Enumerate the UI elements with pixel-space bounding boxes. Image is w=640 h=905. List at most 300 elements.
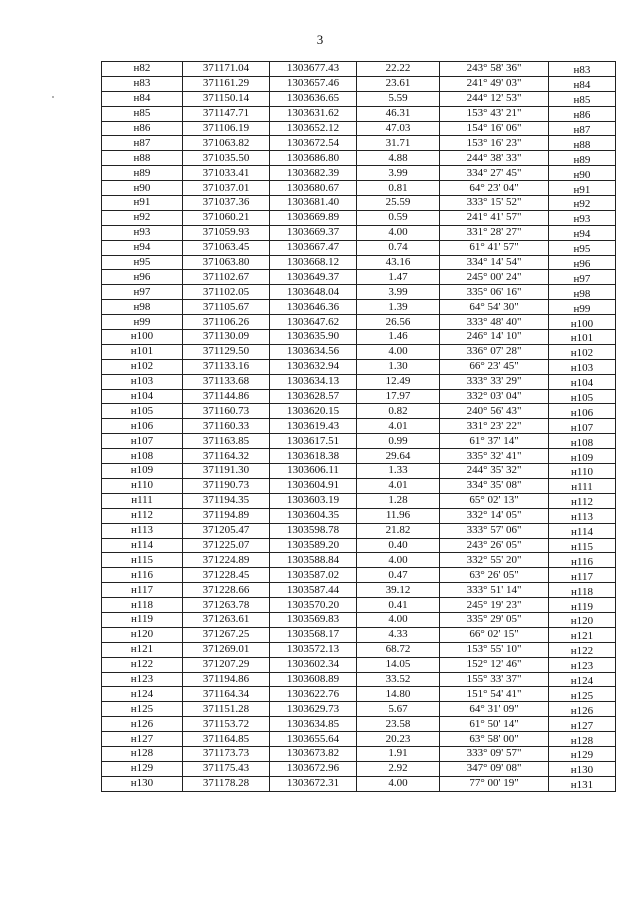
distance-cell: 43.16 xyxy=(357,255,440,270)
point-from-cell: н113 xyxy=(102,523,183,538)
coordinate-x-cell: 371102.67 xyxy=(183,270,270,285)
coordinate-x-cell: 371171.04 xyxy=(183,62,270,77)
point-to-cell xyxy=(549,464,616,479)
coordinate-y-cell: 1303570.20 xyxy=(270,598,357,613)
distance-cell: 23.61 xyxy=(357,76,440,91)
table-row xyxy=(102,538,616,553)
point-to-label: н95 xyxy=(573,243,591,256)
distance-cell: 4.01 xyxy=(357,478,440,493)
table-row xyxy=(102,255,616,270)
point-to-label: н123 xyxy=(570,660,594,673)
coordinate-y-cell: 1303618.38 xyxy=(270,449,357,464)
point-to-label: н121 xyxy=(570,630,594,643)
point-from-cell: н82 xyxy=(102,62,183,77)
point-from-cell: н119 xyxy=(102,612,183,627)
coordinate-y-cell: 1303619.43 xyxy=(270,419,357,434)
distance-cell: 31.71 xyxy=(357,136,440,151)
distance-cell: 20.23 xyxy=(357,732,440,747)
point-to-label: н103 xyxy=(570,362,594,375)
point-to-cell xyxy=(549,657,616,672)
coordinate-y-cell: 1303632.94 xyxy=(270,359,357,374)
point-to-label: н98 xyxy=(573,287,591,300)
distance-cell: 21.82 xyxy=(357,523,440,538)
point-from-cell: н94 xyxy=(102,240,183,255)
point-from-cell: н118 xyxy=(102,598,183,613)
distance-cell: 0.41 xyxy=(357,598,440,613)
point-from-cell: н96 xyxy=(102,270,183,285)
direction-angle-cell: 155° 33' 37" xyxy=(440,672,549,687)
coordinate-x-cell: 371175.43 xyxy=(183,761,270,776)
point-from-cell: н125 xyxy=(102,702,183,717)
point-to-label: н127 xyxy=(570,719,594,732)
table-row xyxy=(102,523,616,538)
coordinate-y-cell: 1303587.02 xyxy=(270,568,357,583)
point-to-cell xyxy=(549,121,616,136)
point-to-label: н107 xyxy=(570,421,594,434)
direction-angle-cell: 154° 16' 06" xyxy=(440,121,549,136)
distance-cell: 1.91 xyxy=(357,746,440,761)
point-from-cell: н98 xyxy=(102,300,183,315)
coordinate-x-cell: 371133.68 xyxy=(183,374,270,389)
point-to-cell xyxy=(549,91,616,106)
point-from-cell: н106 xyxy=(102,419,183,434)
direction-angle-cell: 243° 26' 05" xyxy=(440,538,549,553)
point-to-cell xyxy=(549,76,616,91)
coordinate-x-cell: 371102.05 xyxy=(183,285,270,300)
point-to-label: н102 xyxy=(570,347,594,360)
point-to-label: н115 xyxy=(571,540,593,553)
coordinate-y-cell: 1303629.73 xyxy=(270,702,357,717)
coordinate-x-cell: 371228.66 xyxy=(183,583,270,598)
coordinate-x-cell: 371151.28 xyxy=(183,702,270,717)
distance-cell: 4.01 xyxy=(357,419,440,434)
point-to-cell xyxy=(549,553,616,568)
point-to-cell xyxy=(549,434,616,449)
table-row xyxy=(102,315,616,330)
distance-cell: 17.97 xyxy=(357,389,440,404)
point-from-cell: н104 xyxy=(102,389,183,404)
point-to-label: н122 xyxy=(570,645,594,658)
point-to-cell xyxy=(549,300,616,315)
point-to-cell xyxy=(549,702,616,717)
table-row xyxy=(102,687,616,702)
point-from-cell: н108 xyxy=(102,449,183,464)
direction-angle-cell: 334° 35' 08" xyxy=(440,478,549,493)
distance-cell: 3.99 xyxy=(357,285,440,300)
boundary-points-table xyxy=(101,61,616,792)
point-to-label: н108 xyxy=(570,436,594,449)
direction-angle-cell: 64° 23' 04" xyxy=(440,181,549,196)
coordinate-y-cell: 1303608.89 xyxy=(270,672,357,687)
direction-angle-cell: 245° 00' 24" xyxy=(440,270,549,285)
coordinate-y-cell: 1303677.43 xyxy=(270,62,357,77)
direction-angle-cell: 240° 56' 43" xyxy=(440,404,549,419)
coordinate-y-cell: 1303572.13 xyxy=(270,642,357,657)
distance-cell: 23.58 xyxy=(357,717,440,732)
point-to-cell xyxy=(549,210,616,225)
coordinate-x-cell: 371147.71 xyxy=(183,106,270,121)
coordinate-x-cell: 371059.93 xyxy=(183,225,270,240)
coordinate-x-cell: 371164.32 xyxy=(183,449,270,464)
table-row xyxy=(102,702,616,717)
coordinate-x-cell: 371037.36 xyxy=(183,196,270,211)
point-to-label: н106 xyxy=(570,406,594,419)
coordinate-y-cell: 1303680.67 xyxy=(270,181,357,196)
coordinate-x-cell: 371163.85 xyxy=(183,434,270,449)
coordinate-y-cell: 1303652.12 xyxy=(270,121,357,136)
coordinate-x-cell: 371207.29 xyxy=(183,657,270,672)
direction-angle-cell: 65° 02' 13" xyxy=(440,493,549,508)
coordinate-x-cell: 371063.82 xyxy=(183,136,270,151)
direction-angle-cell: 335° 32' 41" xyxy=(440,449,549,464)
coordinate-y-cell: 1303604.91 xyxy=(270,478,357,493)
point-from-cell: н110 xyxy=(102,478,183,493)
direction-angle-cell: 63° 58' 00" xyxy=(440,732,549,747)
coordinate-x-cell: 371035.50 xyxy=(183,151,270,166)
point-to-label: н94 xyxy=(573,228,591,241)
point-from-cell: н120 xyxy=(102,627,183,642)
page-number: 3 xyxy=(316,32,324,47)
coordinate-x-cell: 371150.14 xyxy=(183,91,270,106)
point-from-cell: н90 xyxy=(102,181,183,196)
point-to-cell xyxy=(549,330,616,345)
point-to-label: н117 xyxy=(571,570,593,583)
direction-angle-cell: 246° 14' 10" xyxy=(440,330,549,345)
point-to-label: н116 xyxy=(571,555,593,568)
coordinate-y-cell: 1303668.12 xyxy=(270,255,357,270)
coordinate-x-cell: 371130.09 xyxy=(183,330,270,345)
point-to-label: н101 xyxy=(570,332,594,345)
table-row xyxy=(102,240,616,255)
direction-angle-cell: 244° 38' 33" xyxy=(440,151,549,166)
direction-angle-cell: 153° 43' 21" xyxy=(440,106,549,121)
direction-angle-cell: 61° 41' 57" xyxy=(440,240,549,255)
direction-angle-cell: 153° 55' 10" xyxy=(440,642,549,657)
coordinate-x-cell: 371160.33 xyxy=(183,419,270,434)
distance-cell: 14.80 xyxy=(357,687,440,702)
coordinate-x-cell: 371133.16 xyxy=(183,359,270,374)
coordinate-x-cell: 371063.80 xyxy=(183,255,270,270)
table-row xyxy=(102,151,616,166)
table-row xyxy=(102,642,616,657)
point-to-cell xyxy=(549,672,616,687)
coordinate-y-cell: 1303667.47 xyxy=(270,240,357,255)
distance-cell: 68.72 xyxy=(357,642,440,657)
coordinate-y-cell: 1303669.89 xyxy=(270,210,357,225)
point-to-label: н83 xyxy=(573,64,591,77)
coordinate-x-cell: 371060.21 xyxy=(183,210,270,225)
point-from-cell: н130 xyxy=(102,776,183,791)
point-to-label: н118 xyxy=(571,585,593,598)
point-to-cell xyxy=(549,404,616,419)
point-to-cell xyxy=(549,732,616,747)
point-to-cell xyxy=(549,478,616,493)
distance-cell: 1.33 xyxy=(357,464,440,479)
table-row xyxy=(102,270,616,285)
coordinate-y-cell: 1303631.62 xyxy=(270,106,357,121)
point-to-label: н114 xyxy=(571,526,593,538)
point-to-cell xyxy=(549,389,616,404)
distance-cell: 5.67 xyxy=(357,702,440,717)
point-to-cell xyxy=(549,151,616,166)
coordinate-x-cell: 371160.73 xyxy=(183,404,270,419)
coordinate-y-cell: 1303672.31 xyxy=(270,776,357,791)
direction-angle-cell: 333° 09' 57" xyxy=(440,746,549,761)
point-to-label: н90 xyxy=(573,168,591,181)
distance-cell: 0.81 xyxy=(357,181,440,196)
distance-cell: 5.59 xyxy=(357,91,440,106)
table-row xyxy=(102,553,616,568)
point-from-cell: н93 xyxy=(102,225,183,240)
coordinate-x-cell: 371033.41 xyxy=(183,166,270,181)
coordinate-x-cell: 371194.89 xyxy=(183,508,270,523)
distance-cell: 4.00 xyxy=(357,553,440,568)
point-to-label: н111 xyxy=(571,481,593,494)
direction-angle-cell: 331° 28' 27" xyxy=(440,225,549,240)
coordinate-x-cell: 371178.28 xyxy=(183,776,270,791)
table-row xyxy=(102,672,616,687)
point-to-label: н99 xyxy=(573,302,591,315)
table-row xyxy=(102,717,616,732)
point-from-cell: н121 xyxy=(102,642,183,657)
margin-mark xyxy=(52,96,54,98)
distance-cell: 12.49 xyxy=(357,374,440,389)
point-from-cell: н112 xyxy=(102,508,183,523)
coordinate-y-cell: 1303622.76 xyxy=(270,687,357,702)
point-from-cell: н128 xyxy=(102,746,183,761)
point-from-cell: н100 xyxy=(102,330,183,345)
point-to-cell xyxy=(549,523,616,538)
direction-angle-cell: 332° 03' 04" xyxy=(440,389,549,404)
point-from-cell: н83 xyxy=(102,76,183,91)
distance-cell: 11.96 xyxy=(357,508,440,523)
point-from-cell: н107 xyxy=(102,434,183,449)
point-from-cell: н114 xyxy=(102,538,183,553)
coordinate-x-cell: 371228.45 xyxy=(183,568,270,583)
point-from-cell: н84 xyxy=(102,91,183,106)
point-from-cell: н129 xyxy=(102,761,183,776)
point-to-label: н96 xyxy=(573,258,591,270)
point-from-cell: н95 xyxy=(102,255,183,270)
direction-angle-cell: 335° 06' 16" xyxy=(440,285,549,300)
table-row xyxy=(102,746,616,761)
point-from-cell: н123 xyxy=(102,672,183,687)
coordinate-y-cell: 1303634.13 xyxy=(270,374,357,389)
direction-angle-cell: 334° 14' 54" xyxy=(440,255,549,270)
coordinate-x-cell: 371173.73 xyxy=(183,746,270,761)
table-row xyxy=(102,419,616,434)
coordinate-x-cell: 371164.34 xyxy=(183,687,270,702)
direction-angle-cell: 63° 26' 05" xyxy=(440,568,549,583)
coordinate-x-cell: 371106.19 xyxy=(183,121,270,136)
coordinate-x-cell: 371263.78 xyxy=(183,598,270,613)
table-row xyxy=(102,627,616,642)
point-from-cell: н99 xyxy=(102,315,183,330)
table-row xyxy=(102,493,616,508)
table-row xyxy=(102,404,616,419)
direction-angle-cell: 153° 16' 23" xyxy=(440,136,549,151)
coordinate-x-cell: 371267.25 xyxy=(183,627,270,642)
coordinate-x-cell: 371269.01 xyxy=(183,642,270,657)
distance-cell: 4.88 xyxy=(357,151,440,166)
point-to-label: н125 xyxy=(570,689,594,702)
distance-cell: 47.03 xyxy=(357,121,440,136)
direction-angle-cell: 66° 23' 45" xyxy=(440,359,549,374)
distance-cell: 2.92 xyxy=(357,761,440,776)
table-row xyxy=(102,210,616,225)
direction-angle-cell: 61° 50' 14" xyxy=(440,717,549,732)
point-to-cell xyxy=(549,315,616,330)
point-to-cell xyxy=(549,642,616,657)
distance-cell: 4.00 xyxy=(357,612,440,627)
coordinate-y-cell: 1303587.44 xyxy=(270,583,357,598)
table-row xyxy=(102,478,616,493)
point-from-cell: н115 xyxy=(102,553,183,568)
table-row xyxy=(102,91,616,106)
distance-cell: 22.22 xyxy=(357,62,440,77)
point-to-label: н92 xyxy=(573,198,591,211)
point-from-cell: н85 xyxy=(102,106,183,121)
coordinate-y-cell: 1303634.56 xyxy=(270,344,357,359)
coordinate-x-cell: 371106.26 xyxy=(183,315,270,330)
coordinate-x-cell: 371129.50 xyxy=(183,344,270,359)
coordinate-y-cell: 1303686.80 xyxy=(270,151,357,166)
direction-angle-cell: 333° 51' 14" xyxy=(440,583,549,598)
direction-angle-cell: 64° 31' 09" xyxy=(440,702,549,717)
coordinate-y-cell: 1303681.40 xyxy=(270,196,357,211)
coordinate-x-cell: 371263.61 xyxy=(183,612,270,627)
distance-cell: 3.99 xyxy=(357,166,440,181)
coordinate-y-cell: 1303672.54 xyxy=(270,136,357,151)
table-row xyxy=(102,434,616,449)
direction-angle-cell: 152° 12' 46" xyxy=(440,657,549,672)
point-to-label: н84 xyxy=(573,79,591,92)
coordinate-y-cell: 1303646.36 xyxy=(270,300,357,315)
point-to-cell xyxy=(549,62,616,77)
coordinate-y-cell: 1303603.19 xyxy=(270,493,357,508)
point-to-cell xyxy=(549,508,616,523)
point-to-cell xyxy=(549,761,616,776)
table-row xyxy=(102,508,616,523)
table-row xyxy=(102,181,616,196)
coordinate-x-cell: 371194.35 xyxy=(183,493,270,508)
direction-angle-cell: 335° 29' 05" xyxy=(440,612,549,627)
point-to-label: н120 xyxy=(570,615,594,628)
point-from-cell: н116 xyxy=(102,568,183,583)
coordinate-x-cell: 371225.07 xyxy=(183,538,270,553)
table-row xyxy=(102,136,616,151)
direction-angle-cell: 333° 57' 06" xyxy=(440,523,549,538)
coordinate-x-cell: 371063.45 xyxy=(183,240,270,255)
point-to-cell xyxy=(549,746,616,761)
coordinate-x-cell: 371191.30 xyxy=(183,464,270,479)
table-row xyxy=(102,166,616,181)
coordinate-y-cell: 1303568.17 xyxy=(270,627,357,642)
point-from-cell: н105 xyxy=(102,404,183,419)
table-row xyxy=(102,196,616,211)
coordinate-y-cell: 1303588.84 xyxy=(270,553,357,568)
table-row xyxy=(102,598,616,613)
table-row xyxy=(102,568,616,583)
table-row xyxy=(102,761,616,776)
coordinate-x-cell: 371144.86 xyxy=(183,389,270,404)
direction-angle-cell: 245° 19' 23" xyxy=(440,598,549,613)
point-from-cell: н127 xyxy=(102,732,183,747)
coordinate-y-cell: 1303657.46 xyxy=(270,76,357,91)
coordinate-y-cell: 1303634.85 xyxy=(270,717,357,732)
point-to-label: н88 xyxy=(573,138,591,151)
coordinate-y-cell: 1303635.90 xyxy=(270,330,357,345)
table-row xyxy=(102,225,616,240)
point-to-cell xyxy=(549,344,616,359)
distance-cell: 0.40 xyxy=(357,538,440,553)
point-to-label: н97 xyxy=(573,272,591,285)
point-to-cell xyxy=(549,374,616,389)
coordinate-y-cell: 1303617.51 xyxy=(270,434,357,449)
coordinate-y-cell: 1303647.62 xyxy=(270,315,357,330)
point-to-label: н109 xyxy=(570,451,594,464)
point-to-cell xyxy=(549,166,616,181)
coordinate-y-cell: 1303628.57 xyxy=(270,389,357,404)
point-to-cell xyxy=(549,225,616,240)
point-to-cell xyxy=(549,181,616,196)
point-to-cell xyxy=(549,196,616,211)
table-row xyxy=(102,285,616,300)
table-row xyxy=(102,612,616,627)
coordinate-y-cell: 1303673.82 xyxy=(270,746,357,761)
table-row xyxy=(102,464,616,479)
coordinate-y-cell: 1303672.96 xyxy=(270,761,357,776)
distance-cell: 0.99 xyxy=(357,434,440,449)
table-body xyxy=(102,62,616,792)
point-to-label: н89 xyxy=(573,153,591,166)
distance-cell: 1.30 xyxy=(357,359,440,374)
point-to-cell xyxy=(549,687,616,702)
point-to-cell xyxy=(549,612,616,627)
point-to-label: н112 xyxy=(571,496,593,509)
point-to-label: н129 xyxy=(570,749,594,762)
coordinate-x-cell: 371190.73 xyxy=(183,478,270,493)
point-to-label: н87 xyxy=(573,124,591,136)
point-to-cell xyxy=(549,255,616,270)
point-to-label: н126 xyxy=(570,704,594,717)
coordinate-y-cell: 1303636.65 xyxy=(270,91,357,106)
point-to-cell xyxy=(549,240,616,255)
point-from-cell: н88 xyxy=(102,151,183,166)
direction-angle-cell: 333° 33' 29" xyxy=(440,374,549,389)
direction-angle-cell: 331° 23' 22" xyxy=(440,419,549,434)
direction-angle-cell: 151° 54' 41" xyxy=(440,687,549,702)
direction-angle-cell: 333° 48' 40" xyxy=(440,315,549,330)
point-to-cell xyxy=(549,568,616,583)
table-row xyxy=(102,106,616,121)
distance-cell: 33.52 xyxy=(357,672,440,687)
distance-cell: 1.28 xyxy=(357,493,440,508)
direction-angle-cell: 244° 12' 53" xyxy=(440,91,549,106)
coordinate-y-cell: 1303602.34 xyxy=(270,657,357,672)
point-from-cell: н111 xyxy=(102,493,183,508)
point-from-cell: н87 xyxy=(102,136,183,151)
point-to-label: н91 xyxy=(573,183,591,196)
point-to-cell xyxy=(549,598,616,613)
coordinate-x-cell: 371105.67 xyxy=(183,300,270,315)
point-to-label: н130 xyxy=(570,764,594,777)
point-to-cell xyxy=(549,136,616,151)
distance-cell: 1.39 xyxy=(357,300,440,315)
direction-angle-cell: 244° 35' 32" xyxy=(440,464,549,479)
table-row xyxy=(102,374,616,389)
coordinate-x-cell: 371164.85 xyxy=(183,732,270,747)
